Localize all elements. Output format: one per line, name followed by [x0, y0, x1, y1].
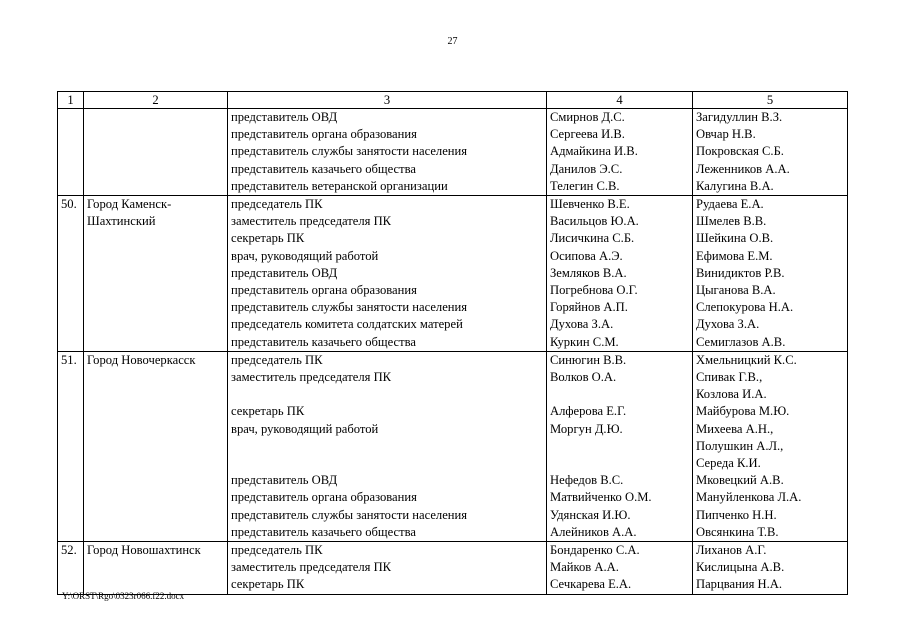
role-line: представитель органа образования — [231, 283, 417, 298]
reserve-line: Майбурова М.Ю. — [696, 404, 790, 419]
member-line: Волков О.А. — [550, 370, 617, 385]
member-cell — [547, 542, 693, 595]
reserve-cell — [693, 109, 848, 196]
role-line: заместитель председателя ПК — [231, 560, 392, 575]
city-cell — [84, 542, 228, 595]
role-cell — [228, 196, 547, 352]
header-cell: 2 — [84, 92, 228, 109]
role-line — [231, 455, 543, 472]
role-cell — [228, 351, 547, 541]
member-line: Майков А.А. — [550, 560, 619, 575]
member-cell — [547, 196, 693, 352]
reserve-line: Слепокурова Н.А. — [696, 300, 794, 315]
member-line: Моргун Д.Ю. — [550, 421, 623, 436]
member-line: Синюгин В.В. — [550, 352, 627, 367]
row-number-cell — [58, 109, 84, 196]
member-line — [550, 438, 689, 455]
reserve-line: Ефимова Е.М. — [696, 248, 773, 263]
table-row — [58, 542, 848, 595]
role-line: представитель казачьего общества — [231, 524, 416, 539]
member-line: Данилов Э.С. — [550, 161, 623, 176]
member-line: Телегин С.В. — [550, 178, 620, 193]
header-cell: 5 — [693, 92, 848, 109]
role-line: заместитель председателя ПК — [231, 214, 392, 229]
reserve-line: Мковецкий А.В. — [696, 473, 784, 488]
member-line: Адмайкина И.В. — [550, 144, 638, 159]
reserve-line: Спивак Г.В., — [696, 370, 763, 385]
member-cell — [547, 351, 693, 541]
reserve-line: Семиглазов А.В. — [696, 334, 786, 349]
role-line: секретарь ПК — [231, 231, 305, 246]
member-line: Бондаренко С.А. — [550, 543, 640, 558]
reserve-line: Козлова И.А. — [696, 387, 767, 402]
table-row — [58, 351, 848, 541]
reserve-line: Загидуллин В.З. — [696, 110, 783, 124]
reserve-line: Цыганова В.А. — [696, 283, 776, 298]
reserve-line: Духова З.А. — [696, 317, 760, 332]
city-line: Город Каменск- — [87, 197, 172, 212]
role-line: представитель ОВД — [231, 473, 338, 488]
member-line: Сечкарева Е.А. — [550, 577, 632, 592]
role-line — [231, 438, 543, 455]
header-row — [58, 92, 848, 109]
reserve-line: Михеева А.Н., — [696, 421, 774, 436]
city-cell — [84, 196, 228, 352]
role-line: представитель ОВД — [231, 265, 338, 280]
role-line: представитель органа образования — [231, 490, 417, 505]
member-line: Алферова Е.Г. — [550, 404, 627, 419]
member-line: Удянская И.Ю. — [550, 507, 631, 522]
row-number-cell: 52. — [58, 542, 84, 595]
member-line: Нефедов В.С. — [550, 473, 624, 488]
role-cell — [228, 542, 547, 595]
reserve-line: Овчар Н.В. — [696, 127, 756, 142]
reserve-line: Кислицына А.В. — [696, 560, 785, 575]
member-line: Духова З.А. — [550, 317, 614, 332]
member-line: Осипова А.Э. — [550, 248, 623, 263]
header-cell: 4 — [547, 92, 693, 109]
member-line — [550, 386, 689, 403]
role-line: представитель органа образования — [231, 127, 417, 142]
city-line: Город Новочеркасск — [87, 352, 196, 367]
member-line: Лисичкина С.Б. — [550, 231, 635, 246]
role-line: секретарь ПК — [231, 577, 305, 592]
reserve-line: Шейкина О.В. — [696, 231, 774, 246]
commission-table — [57, 91, 848, 595]
member-cell — [547, 109, 693, 196]
role-cell — [228, 109, 547, 196]
role-line: представитель службы занятости населения — [231, 507, 468, 522]
role-line: представитель ветеранской организации — [231, 178, 448, 193]
role-line: представитель службы занятости населения — [231, 144, 468, 159]
header-cell: 1 — [58, 92, 84, 109]
member-line: Куркин С.М. — [550, 334, 619, 349]
role-line: представитель казачьего общества — [231, 334, 416, 349]
role-line: председатель комитета солдатских матерей — [231, 317, 463, 332]
role-line — [231, 386, 543, 403]
role-line: врач, руководящий работой — [231, 248, 379, 263]
reserve-line: Хмельницкий К.С. — [696, 352, 797, 367]
member-line: Земляков В.А. — [550, 265, 627, 280]
table-row — [58, 196, 848, 352]
member-line: Погребнова О.Г. — [550, 283, 638, 298]
reserve-line: Парцвания Н.А. — [696, 577, 782, 592]
page-number: 27 — [447, 36, 458, 47]
row-number-cell: 50. — [58, 196, 84, 352]
role-line: представитель ОВД — [231, 110, 338, 124]
member-line: Смирнов Д.С. — [550, 110, 625, 124]
reserve-line: Винидиктов Р.В. — [696, 265, 785, 280]
role-line: заместитель председателя ПК — [231, 370, 392, 385]
city-line: Город Новошахтинск — [87, 543, 201, 558]
reserve-line: Полушкин А.Л., — [696, 438, 784, 453]
member-line: Алейников А.А. — [550, 524, 637, 539]
reserve-line: Лиханов А.Г. — [696, 543, 767, 558]
member-line — [550, 455, 689, 472]
role-line: председатель ПК — [231, 197, 323, 212]
role-line: врач, руководящий работой — [231, 421, 379, 436]
reserve-line: Шмелев В.В. — [696, 214, 767, 229]
role-line: председатель ПК — [231, 352, 323, 367]
reserve-line: Овсянкина Т.В. — [696, 524, 779, 539]
reserve-line: Леженников А.А. — [696, 161, 790, 176]
city-cell — [84, 109, 228, 196]
city-cell — [84, 351, 228, 541]
reserve-line: Середа К.И. — [696, 456, 761, 471]
header-cell: 3 — [228, 92, 547, 109]
reserve-cell — [693, 196, 848, 352]
reserve-line: Мануйленкова Л.А. — [696, 490, 802, 505]
file-path-footer: Y:\ORST\Rgo\0323r066.f22.docx — [62, 591, 185, 601]
member-line: Васильцов Ю.А. — [550, 214, 639, 229]
row-number-cell: 51. — [58, 351, 84, 541]
member-line: Матвийченко О.М. — [550, 490, 652, 505]
reserve-line: Пипченко Н.Н. — [696, 507, 777, 522]
member-line: Горяйнов А.П. — [550, 300, 628, 315]
reserve-cell — [693, 351, 848, 541]
table-row — [58, 109, 848, 196]
member-line: Сергеева И.В. — [550, 127, 625, 142]
reserve-line: Покровская С.Б. — [696, 144, 784, 159]
member-line: Шевченко В.Е. — [550, 197, 630, 212]
role-line: секретарь ПК — [231, 404, 305, 419]
role-line: председатель ПК — [231, 543, 323, 558]
reserve-line: Калугина В.А. — [696, 178, 774, 193]
role-line: представитель службы занятости населения — [231, 300, 468, 315]
city-line: Шахтинский — [87, 214, 156, 229]
reserve-cell — [693, 542, 848, 595]
role-line: представитель казачьего общества — [231, 161, 416, 176]
reserve-line: Рудаева Е.А. — [696, 197, 764, 212]
